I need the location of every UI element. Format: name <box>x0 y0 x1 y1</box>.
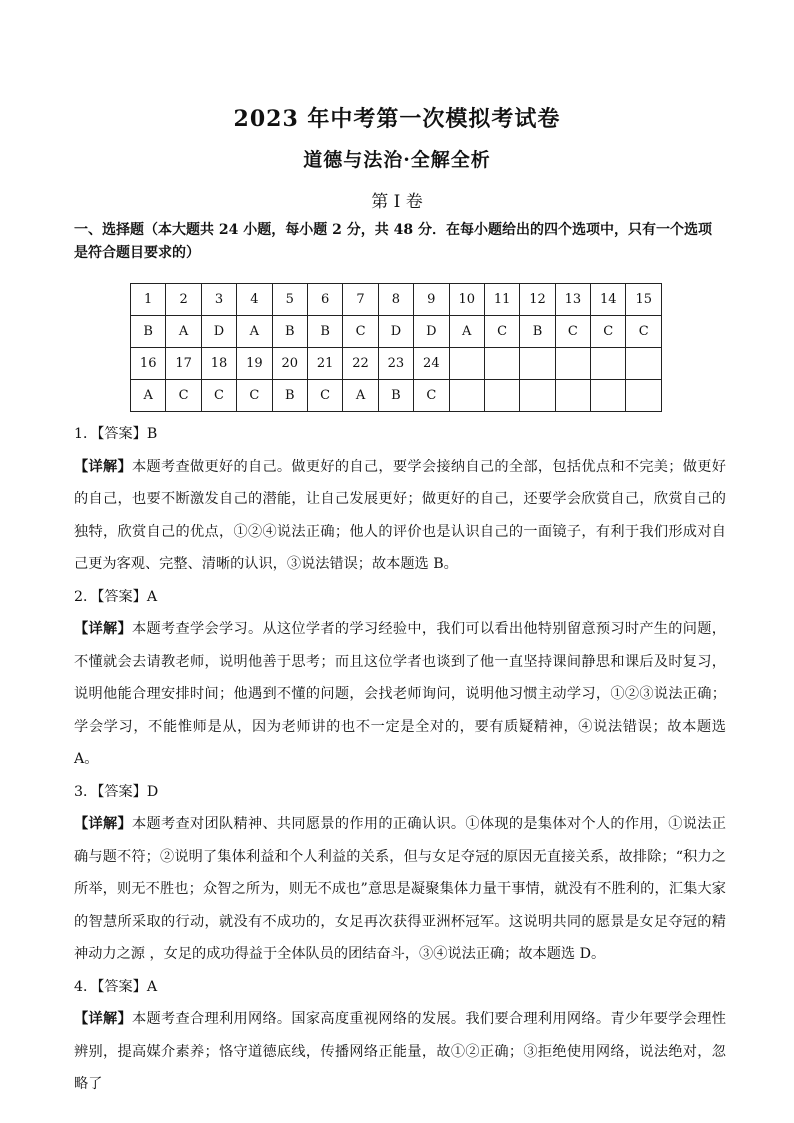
answer-cell <box>626 380 662 412</box>
answer-cell: C <box>484 316 519 348</box>
detail-text: 本题考查做更好的自己。做更好的自己，要学会接纳自己的全部，包括优点和不完美；做更好的自己，也要不断激发自己的潜能，让自己发展更好；做更好的自己，还要学会欣赏自己，欣赏自己的独特，欣赏自己的优点，①②④说法正确；他人的评价也是认识自己的一面镜子，有利于我们形成对自己更为客观、完整、清晰的认识，③说法错误；故本题选 B。 <box>74 458 726 572</box>
detail-text: 本题考查合理利用网络。国家高度重视网络的发展。我们要合理利用网络。青少年要学会理性辨别，提高媒介素养；恪守道德底线，传播网络正能量，故①②正确；③拒绝使用网络，说法绝对，忽略了 <box>74 1011 726 1092</box>
answer-table-row <box>131 348 662 380</box>
answer-cell: C <box>237 380 272 412</box>
answer-cell <box>520 380 555 412</box>
question-number-cell: 22 <box>343 348 378 380</box>
answer-cell: C <box>414 380 449 412</box>
page-subtitle: 道德与法治·全解全析 <box>303 149 491 171</box>
question-number-cell: 15 <box>626 284 662 316</box>
question-number-cell: 24 <box>414 348 449 380</box>
answer-cell: D <box>378 316 413 348</box>
question-number-cell: 20 <box>272 348 307 380</box>
detail-text: 本题考查对团队精神、共同愿景的作用的正确认识。①体现的是集体对个人的作用，①说法正确与题不符；②说明了集体利益和个人利益的关系，但与女足夺冠的原因无直接关系，故排除；“积力之所举，则无不胜也；众智之所为，则无不成也”意思是凝聚集体力量干事情，就没有不胜利的，汇集大家的智慧所采取的行动，就没有不成功的，女足再次获得亚洲杯冠军。这说明共同的愿景是女足夺冠的精神动力之源 ，女足的成功得益于全体队员的团结奋斗，③④说法正确；故本题选 D。 <box>74 816 726 962</box>
question-number-cell <box>520 348 555 380</box>
answer-cell: C <box>166 380 201 412</box>
answer-cell <box>555 380 590 412</box>
question-number-cell: 23 <box>378 348 413 380</box>
question-number-cell: 10 <box>449 284 484 316</box>
answer-table-row <box>131 316 662 348</box>
answer-cell: D <box>201 316 236 348</box>
detail-tag: 【详解】 <box>74 458 132 475</box>
answer-label: 4．【答案】A <box>74 978 158 995</box>
answer-cell: A <box>449 316 484 348</box>
explanation-paragraph <box>74 451 726 581</box>
question-number-cell <box>555 348 590 380</box>
answer-cell: B <box>520 316 555 348</box>
detail-tag: 【详解】 <box>74 1011 132 1027</box>
answer-cell: C <box>555 316 590 348</box>
question-number-cell: 18 <box>201 348 236 380</box>
answer-cell: C <box>626 316 662 348</box>
question-number-cell: 9 <box>414 284 449 316</box>
answer-table-row <box>131 380 662 412</box>
question-number-cell: 5 <box>272 284 307 316</box>
question-number-cell: 11 <box>484 284 519 316</box>
question-number-cell: 12 <box>520 284 555 316</box>
answer-cell: D <box>414 316 449 348</box>
question-number-cell: 17 <box>166 348 201 380</box>
answer-cell: B <box>131 316 166 348</box>
volume-heading: 第 I 卷 <box>371 192 423 212</box>
detail-text: 本题考查学会学习。从这位学者的学习经验中，我们可以看出他特别留意预习时产生的问题，不懂就会去请教老师，说明他善于思考；而且这位学者也谈到了他一直坚持课间静思和课后及时复习，说明他能合理安排时间；他遇到不懂的问题，会找老师询问，说明他习惯主动学习，①②③说法正确；学会学习，不能惟师是从，因为老师讲的也不一定是全对的，要有质疑精神，④说法错误；故本题选 A。 <box>74 621 726 767</box>
question-number-cell: 14 <box>591 284 626 316</box>
question-number-cell: 8 <box>378 284 413 316</box>
explanation-paragraph <box>74 1003 726 1101</box>
detail-tag: 【详解】 <box>74 816 132 832</box>
answer-label: 1．【答案】B <box>74 426 158 442</box>
answer-cell: B <box>272 316 307 348</box>
question-number-cell <box>591 348 626 380</box>
section-instructions: 一、选择题（本大题共 24 小题，每小题 2 分，共 48 分．在每小题给出的四个选项中，只有一个选项是符合题目要求的） <box>74 222 712 261</box>
question-number-cell <box>484 348 519 380</box>
answer-cell <box>484 380 519 412</box>
question-number-cell: 4 <box>237 284 272 316</box>
explanation-paragraph <box>74 808 726 971</box>
answer-cell: C <box>201 380 236 412</box>
question-number-cell: 19 <box>237 348 272 380</box>
answer-cell: B <box>307 316 342 348</box>
detail-tag: 【详解】 <box>74 621 132 637</box>
answer-cell: B <box>272 380 307 412</box>
answer-label: 2．【答案】A <box>74 588 158 605</box>
answer-table <box>130 283 662 412</box>
answer-cell: C <box>343 316 378 348</box>
answer-cell: B <box>378 380 413 412</box>
question-number-cell: 6 <box>307 284 342 316</box>
question-number-cell: 1 <box>131 284 166 316</box>
question-number-cell: 21 <box>307 348 342 380</box>
page-title: 2023 年中考第一次模拟考试卷 <box>233 106 561 132</box>
answer-cell <box>591 380 626 412</box>
answer-explanations <box>74 418 726 1101</box>
answer-cell: A <box>343 380 378 412</box>
question-number-cell: 2 <box>166 284 201 316</box>
question-number-cell: 7 <box>343 284 378 316</box>
question-number-cell <box>449 348 484 380</box>
explanation-paragraph <box>74 613 726 776</box>
answer-cell <box>449 380 484 412</box>
answer-cell: C <box>307 380 342 412</box>
question-number-cell: 16 <box>131 348 166 380</box>
answer-cell: A <box>166 316 201 348</box>
answer-cell: C <box>591 316 626 348</box>
answer-cell: A <box>131 380 166 412</box>
question-number-cell: 13 <box>555 284 590 316</box>
question-number-cell: 3 <box>201 284 236 316</box>
question-number-cell <box>626 348 662 380</box>
answer-cell: A <box>237 316 272 348</box>
answer-table-row <box>131 284 662 316</box>
answer-label: 3．【答案】D <box>74 783 159 800</box>
